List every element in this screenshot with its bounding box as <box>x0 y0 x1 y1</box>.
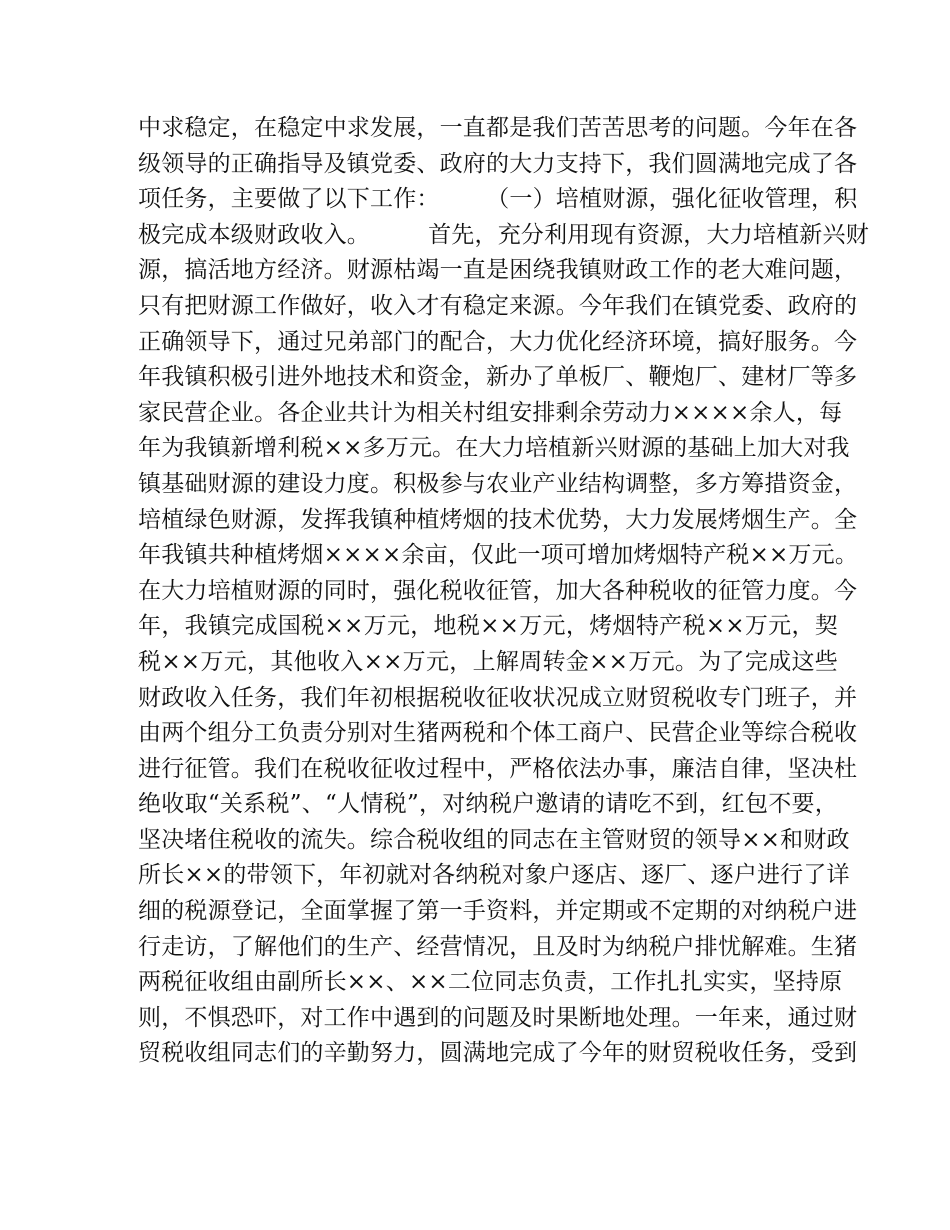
text-line: 年，我镇完成国税××万元，地税××万元，烤烟特产税××万元，契 <box>138 613 838 640</box>
text-line: 正确领导下，通过兄弟部门的配合，大力优化经济环境，搞好服务。今 <box>138 328 858 355</box>
text-line: 坚决堵住税收的流失。综合税收组的同志在主管财贸的领导××和财政 <box>138 826 850 853</box>
text-line: 由两个组分工负责分别对生猪两税和个体工商户、民营企业等综合税收 <box>138 720 858 747</box>
text-line: 则，不惧恐吓，对工作中遇到的问题及时果断地处理。一年来，通过财 <box>138 1004 858 1031</box>
text-line: 项任务，主要做了以下工作： （一）培植财源，强化征收管理，积 <box>138 186 858 213</box>
text-line: 年为我镇新增利税××多万元。在大力培植新兴财源的基础上加大对我 <box>138 435 850 462</box>
text-line: 在大力培植财源的同时，强化税收征管，加大各种税收的征管力度。今 <box>138 577 858 604</box>
text-line: 两税征收组由副所长××、××二位同志负责，工作扎扎实实，坚持原 <box>138 969 843 996</box>
text-line: 绝收取“关系税”、“人情税”，对纳税户邀请的请吃不到，红包不要， <box>138 791 838 818</box>
text-line: 所长××的带领下，年初就对各纳税对象户逐店、逐厂、逐户进行了详 <box>138 862 850 889</box>
text-line: 极完成本级财政收入。 首先，充分利用现有资源，大力培植新兴财 <box>138 221 869 248</box>
text-line: 培植绿色财源，发挥我镇种植烤烟的技术优势，大力发展烤烟生产。全 <box>138 506 858 533</box>
text-line: 家民营企业。各企业共计为相关村组安排剩余劳动力××××余人，每 <box>138 399 843 426</box>
text-line: 只有把财源工作做好，收入才有稳定来源。今年我们在镇党委、政府的 <box>138 292 858 319</box>
text-line: 级领导的正确指导及镇党委、政府的大力支持下，我们圆满地完成了各 <box>138 150 858 177</box>
text-line: 税××万元，其他收入××万元，上解周转金××万元。为了完成这些 <box>138 648 838 675</box>
body-text <box>138 111 869 1072</box>
text-line: 年我镇积极引进外地技术和资金，新办了单板厂、鞭炮厂、建材厂等多 <box>138 364 858 391</box>
text-line: 镇基础财源的建设力度。积极参与农业产业结构调整，多方筹措资金， <box>138 470 858 497</box>
text-line: 贸税收组同志们的辛勤努力，圆满地完成了今年的财贸税收任务，受到 <box>138 1040 858 1067</box>
text-line: 细的税源登记，全面掌握了第一手资料，并定期或不定期的对纳税户进 <box>138 898 858 925</box>
text-line: 中求稳定，在稳定中求发展，一直都是我们苦苦思考的问题。今年在各 <box>138 115 858 141</box>
text-line: 行走访，了解他们的生产、经营情况，且及时为纳税户排忧解难。生猪 <box>138 933 858 960</box>
text-line: 年我镇共种植烤烟××××余亩，仅此一项可增加烤烟特产税××万元。 <box>138 542 859 569</box>
text-line: 源，搞活地方经济。财源枯竭一直是困绕我镇财政工作的老大难问题， <box>138 257 858 284</box>
text-line: 财政收入任务，我们年初根据税收征收状况成立财贸税收专门班子，并 <box>138 684 858 711</box>
text-line: 进行征管。我们在税收征收过程中，严格依法办事，廉洁自律，坚决杜 <box>138 755 858 782</box>
